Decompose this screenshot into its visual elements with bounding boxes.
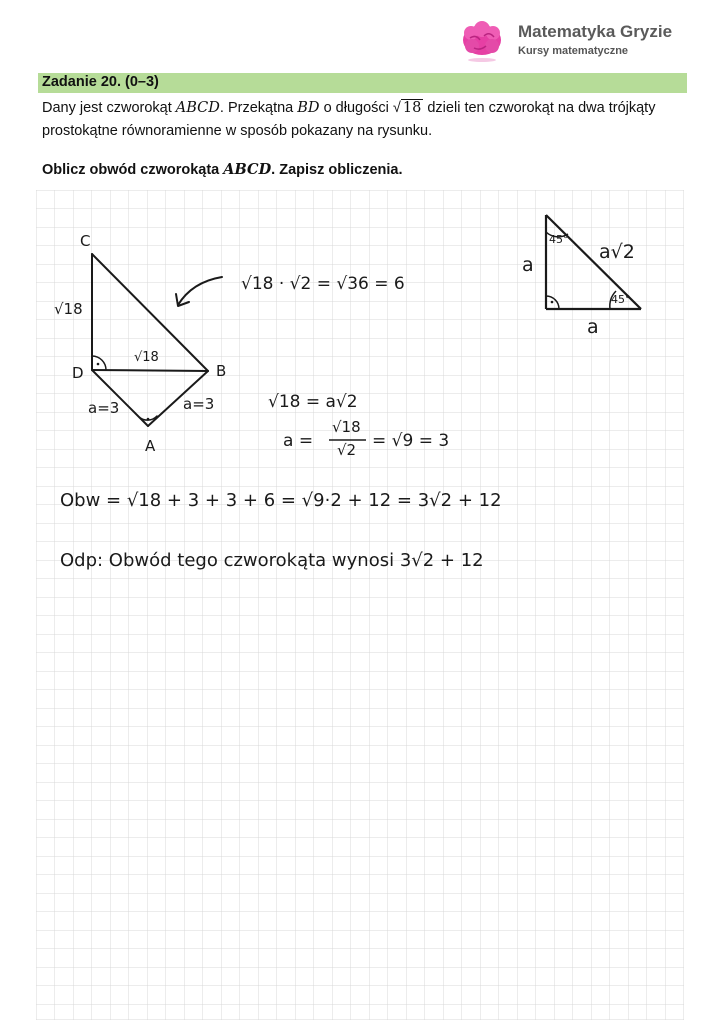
label-d: D <box>72 364 84 382</box>
arrow-curve <box>178 277 222 305</box>
work-line-3-denominator: √2 <box>337 441 357 459</box>
math-abcd: ABCD <box>175 100 220 116</box>
math-bd: BD <box>297 100 320 116</box>
work-line-3-numerator: √18 <box>332 418 361 436</box>
label-b: B <box>216 362 227 380</box>
math-sqrt-18: 18 <box>402 100 422 116</box>
task-text-part: Dany jest czworokąt <box>42 100 176 116</box>
task-text-part: o długości <box>319 100 393 116</box>
side-cd-label: √18 <box>54 300 83 318</box>
diagonal-bd-label: √18 <box>134 350 159 365</box>
task-command-part: . Zapisz obliczenia. <box>271 162 403 178</box>
side-da-label: a=3 <box>88 399 120 417</box>
side-ab-label: a=3 <box>183 395 215 413</box>
brand-title: Matematyka Gryzie <box>518 22 673 41</box>
task-text-part: . Przekątna <box>219 100 298 116</box>
label-c: C <box>80 232 91 250</box>
ref-leg-left-label: a <box>522 254 534 276</box>
perimeter-calculation: Obw = √18 + 3 + 3 + 6 = √9·2 + 12 = 3√2 + 12 <box>60 490 502 511</box>
brand-subtitle: Kursy matematyczne <box>518 45 629 57</box>
diagonal-bd-line <box>92 370 208 371</box>
work-line-2: √18 = a√2 <box>268 392 358 412</box>
work-line-1: √18 · √2 = √36 = 6 <box>241 274 405 294</box>
final-answer: Odp: Obwód tego czworokąta wynosi 3√2 + 12 <box>60 550 484 571</box>
task-description: Dany jest czworokąt ABCD. Przekątna BD o długości √ 18 dzieli ten czworokąt na dwa trójkąty prostokątne równoramienne w sposób pokazany na rysunku. <box>42 100 656 139</box>
right-angle-d-mark <box>92 356 106 370</box>
math-abcd-cmd: ABCD <box>223 161 272 178</box>
work-line-3-rhs: = √9 = 3 <box>372 431 450 451</box>
ref-hypotenuse-label: a√2 <box>599 241 635 263</box>
ref-leg-bottom-label: a <box>587 316 599 338</box>
task-text-part: dzieli ten czworokąt na dwa trójkąty prostokątne równoramienne w sposób pokazany na rysunku. <box>42 100 656 139</box>
label-a: A <box>145 437 156 455</box>
ref-angle-right-label: 45° <box>611 293 631 306</box>
work-line-3-lhs: a = <box>283 431 314 451</box>
task-command-part: Oblicz obwód czworokąta <box>42 162 224 178</box>
task-title: Zadanie 20. (0–3) <box>42 74 159 90</box>
ref-angle-top-label: 45° <box>549 233 569 246</box>
